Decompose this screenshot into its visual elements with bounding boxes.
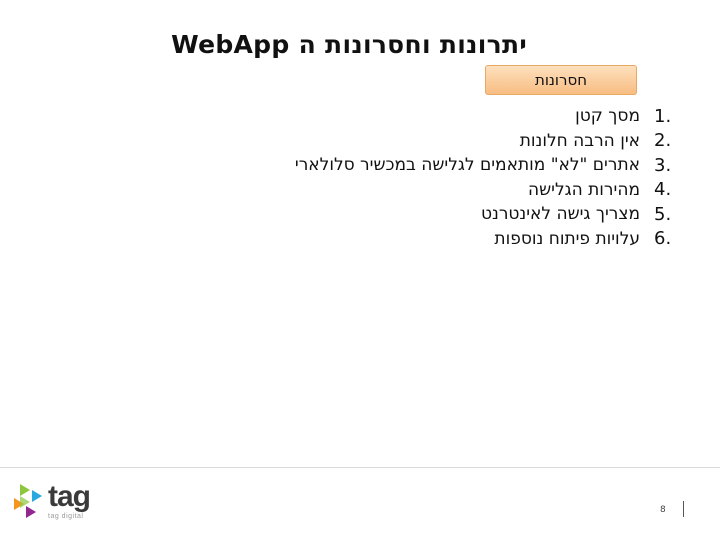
list-item [230, 129, 690, 154]
list-item [230, 153, 690, 178]
list-item [230, 202, 690, 227]
tag-logo [12, 480, 102, 526]
list-item-text: עלויות פיתוח נוספות [494, 228, 640, 249]
list-item-number: 1. [654, 105, 672, 127]
list-item-number: 5. [654, 203, 672, 225]
tag-logo-icon [12, 482, 44, 522]
list-item-number: 4. [654, 179, 672, 201]
page-number: 8 [660, 505, 666, 515]
logo-tagline: tag digital [48, 513, 84, 520]
list-item-text: אתרים "לא" מותאמים לגלישה במכשיר סלולארי [294, 155, 640, 176]
list-item [230, 104, 690, 129]
page-number-separator [683, 501, 684, 517]
subtitle-label: חסרונות [534, 71, 588, 89]
logo-wordmark: tag [48, 480, 90, 513]
footer-divider [0, 467, 720, 468]
disadvantages-list [230, 104, 690, 251]
list-item-text: מהירות הגלישה [528, 179, 640, 200]
list-item [230, 178, 690, 203]
slide-title: יתרונות וחסרונות ה WebApp [171, 30, 527, 59]
list-item-text: מצריך גישה לאינטרנט [480, 204, 640, 225]
subtitle-box [485, 65, 637, 95]
list-item [230, 227, 690, 252]
list-item-text: מסך קטן [575, 106, 640, 127]
list-item-number: 6. [654, 228, 672, 250]
list-item-text: אין הרבה חלונות [519, 130, 640, 151]
list-item-number: 2. [654, 130, 672, 152]
list-item-number: 3. [654, 154, 672, 176]
